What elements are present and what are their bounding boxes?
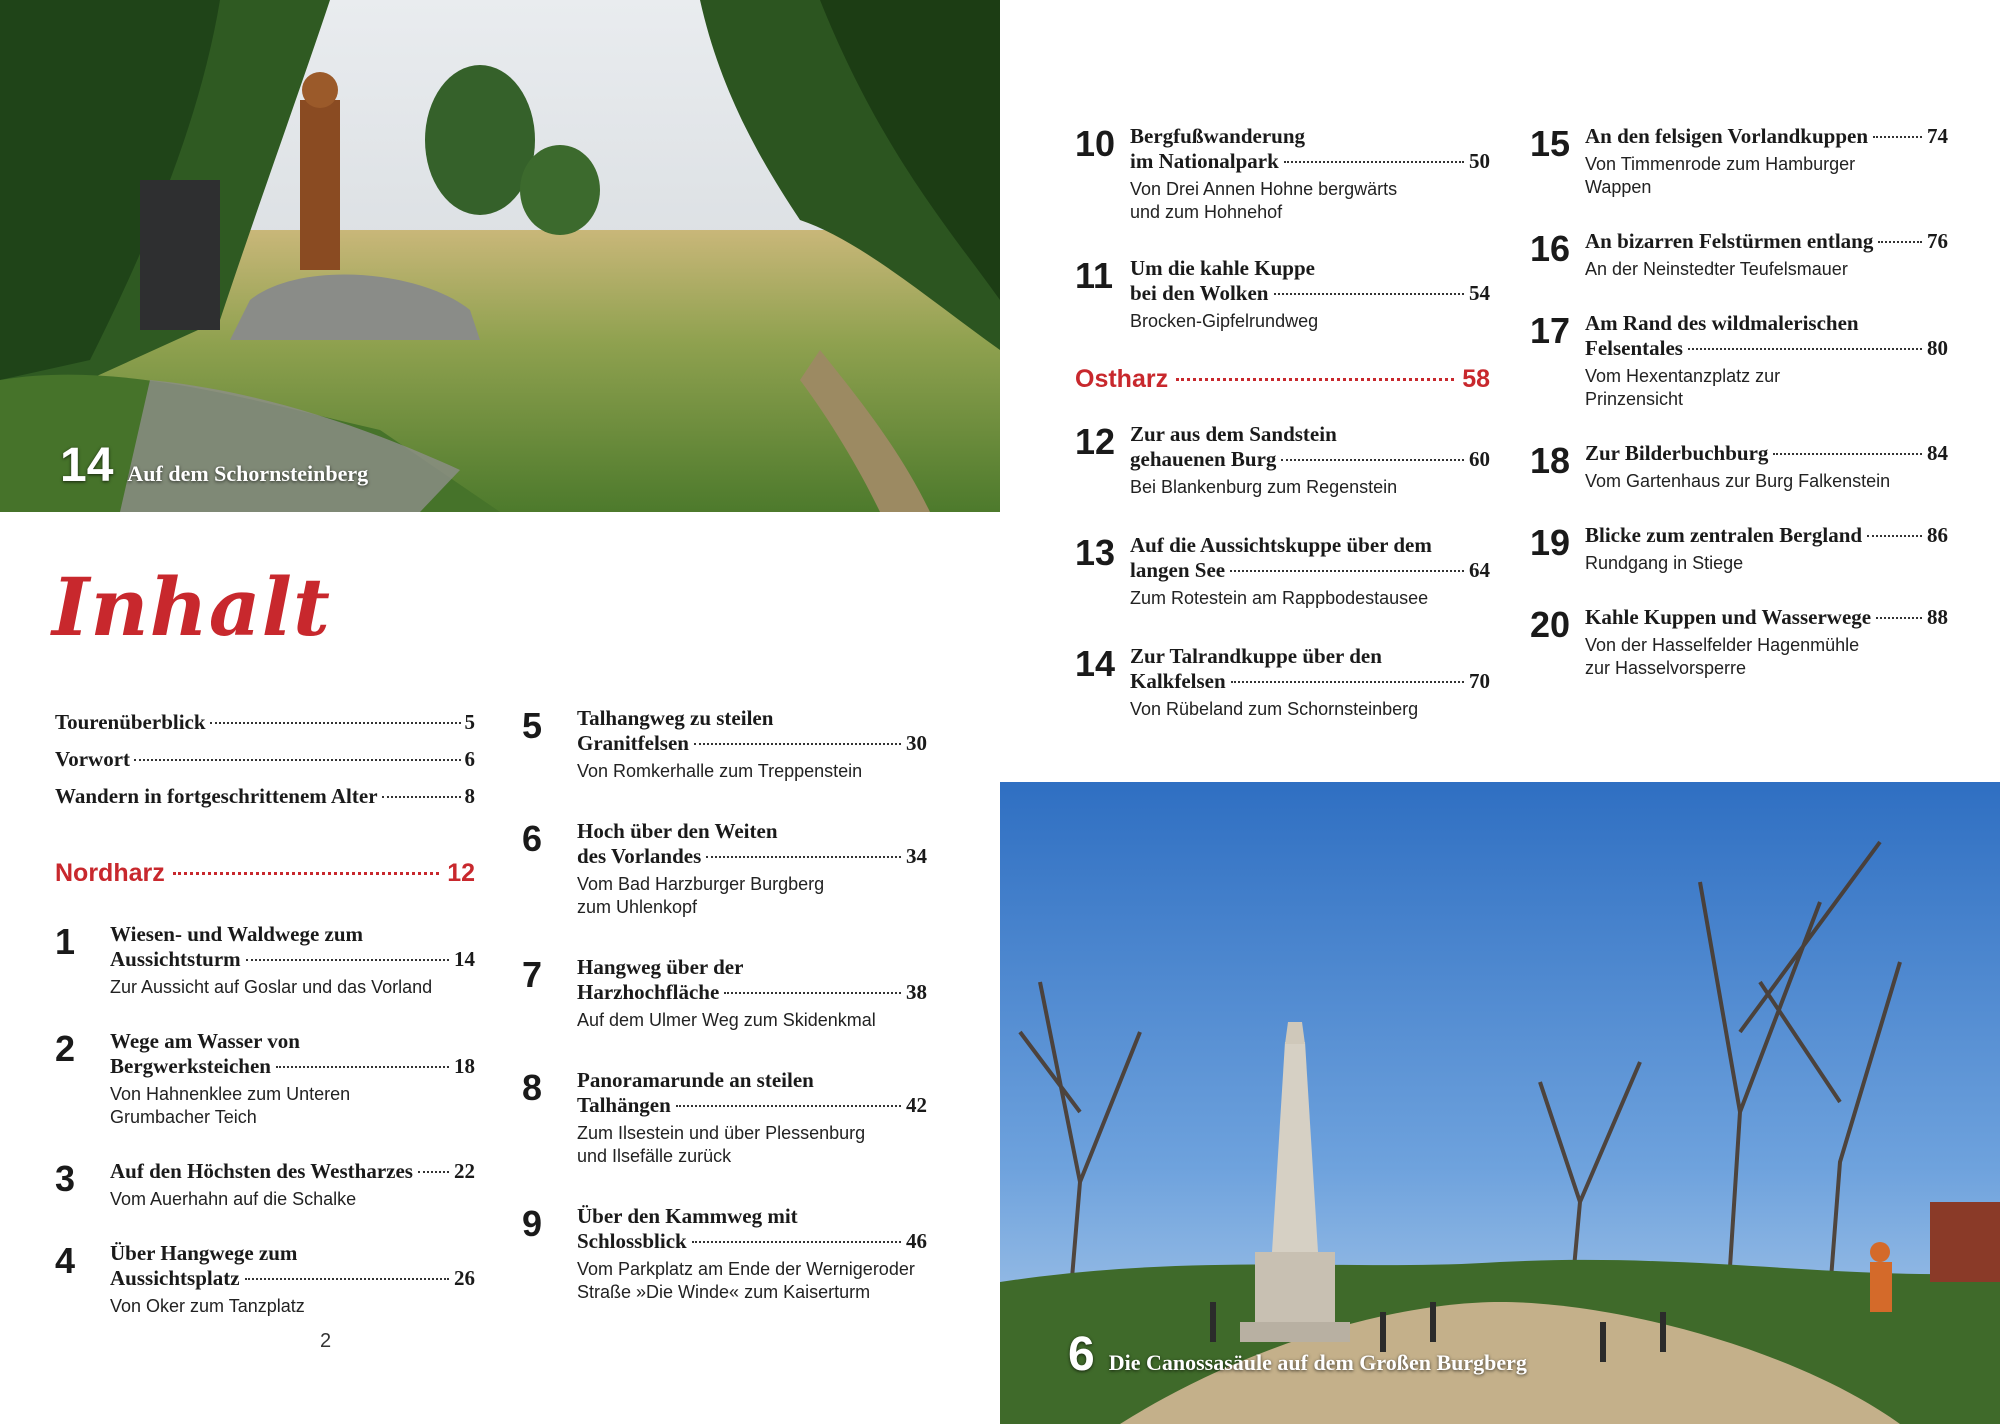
tour-title-text: Kalkfelsen [1130,669,1226,693]
toc-tour-19[interactable] [1530,523,1948,575]
photo-caption-number: 6 [1068,1328,1095,1381]
tour-subtitle-line: Zur Aussicht auf Goslar und das Vorland [110,977,433,997]
tour-subtitle-line: Vom Bad Harzburger Burgberg [577,874,825,894]
tour-title-line1: Hoch über den Weiten [577,819,778,843]
tour-subtitle [1585,258,1948,281]
toc-dots [1867,535,1922,537]
tour-page: 86 [1927,523,1948,547]
tour-title-line2 [577,1229,927,1254]
tour-title-line2 [1585,605,1948,630]
tour-subtitle-line: Auf dem Ulmer Weg zum Skidenkmal [577,1010,876,1030]
photo-caption-text: Die Canossasäule auf dem Großen Burgberg [1108,1350,1527,1375]
tour-subtitle [1130,310,1490,333]
toc-dots [1284,161,1464,163]
toc-dots [246,959,449,961]
toc-tour-16[interactable] [1530,229,1948,281]
tour-page: 14 [454,947,475,971]
tour-number: 10 [1075,123,1116,164]
tour-number: 14 [1075,643,1116,684]
tour-title-line1: Auf die Aussichtskuppe über dem [1130,533,1432,557]
toc-tour-17[interactable] [1530,311,1948,411]
tour-title-line1: Talhangweg zu steilen [577,706,774,730]
toc-column-3 [1075,124,1490,755]
tour-subtitle-line: Von Rübeland zum Schornsteinberg [1130,699,1419,719]
tour-page: 30 [906,731,927,755]
toc-dots [418,1171,449,1173]
photo-caption-top [60,438,368,493]
tour-title-line2 [110,1054,475,1079]
tour-title-text: An bizarren Felstürmen entlang [1585,229,1874,253]
tour-subtitle-line: zur Hasselvorsperre [1585,658,1747,678]
tour-title-text: im Nationalpark [1130,149,1279,173]
toc-dots [1230,570,1464,572]
photo-caption-text: Auf dem Schornsteinberg [127,461,369,486]
tour-number: 18 [1530,440,1571,481]
tour-title-line1: Hangweg über der [577,955,744,979]
tour-subtitle-line: Vom Parkplatz am Ende der Wernigeroder [577,1259,915,1279]
toc-dots [1873,136,1922,138]
tour-title-text: An den felsigen Vorlandkuppen [1585,124,1869,148]
toc-dots [276,1066,449,1068]
tour-title-text: Auf den Höchsten des Westharzes [110,1159,413,1183]
toc-dots [694,743,901,745]
tour-title-text: Kahle Kuppen und Wasserwege [1585,605,1872,629]
tour-title-line2 [1130,447,1490,472]
tour-page: 54 [1469,281,1490,305]
toc-dots [1876,617,1922,619]
tour-title-line2 [1585,441,1948,466]
tour-title-line2 [1130,558,1490,583]
tour-subtitle-line: Prinzensicht [1585,389,1684,409]
tour-number: 12 [1075,421,1116,462]
tour-title-text: Granitfelsen [577,731,689,755]
toc-dots [1274,293,1465,295]
tour-number: 5 [522,705,543,746]
tour-title-line2 [577,731,927,756]
toc-dots [692,1241,901,1243]
tour-subtitle-line: Vom Auerhahn auf die Schalke [110,1189,357,1209]
tour-page: 60 [1469,447,1490,471]
tour-title-line2 [1130,149,1490,174]
tour-title-text: Bergwerksteichen [110,1054,271,1078]
tour-page: 88 [1927,605,1948,629]
tour-page: 42 [906,1093,927,1117]
tour-subtitle-line: Brocken-Gipfelrundweg [1130,311,1319,331]
toc-dots [1231,681,1464,683]
tour-title-line1: Zur aus dem Sandstein [1130,422,1337,446]
tour-page: 22 [454,1159,475,1183]
tour-number: 9 [522,1203,543,1244]
toc-entry-tourenueberblick[interactable] [55,710,475,747]
tour-title-line1: Panoramarunde an steilen [577,1068,814,1092]
tour-page: 26 [454,1266,475,1290]
tour-title-text: des Vorlandes [577,844,702,868]
toc-entry-label: Tourenüberblick [55,710,206,734]
tour-subtitle [1585,552,1948,575]
toc-tour-2[interactable] [55,1029,475,1129]
tour-subtitle-line: zum Uhlenkopf [577,897,698,917]
toc-dots [1688,348,1922,350]
tour-title-line1: Um die kahle Kuppe [1130,256,1315,280]
tour-number: 2 [55,1028,76,1069]
toc-tour-20[interactable] [1530,605,1948,680]
toc-section-label: Ostharz [1075,365,1169,393]
toc-column-2 [522,706,927,1340]
tour-title-text: Zur Bilderbuchburg [1585,441,1769,465]
tour-number: 17 [1530,310,1571,351]
tour-title-text: Aussichtsturm [110,947,241,971]
toc-section-ostharz[interactable] [1075,365,1490,394]
tour-subtitle [110,976,475,999]
tour-number: 7 [522,954,543,995]
tour-page: 76 [1927,229,1948,253]
toc-section-label: Nordharz [55,859,165,887]
toc-dots [382,796,461,798]
photo-canossasaeule [1000,782,2000,1424]
tour-subtitle-line: Rundgang in Stiege [1585,553,1744,573]
tour-subtitle-line: Zum Rotestein am Rappbodestausee [1130,588,1429,608]
tour-subtitle [1130,178,1490,224]
photo-caption-bottom [1068,1327,1527,1382]
toc-tour-13[interactable] [1075,533,1490,610]
toc-section-page: 12 [447,859,475,887]
tour-title-line2 [1130,669,1490,694]
photo-caption-number: 14 [60,439,114,492]
tour-subtitle-line: Grumbacher Teich [110,1107,257,1127]
tour-title-text: Harzhochfläche [577,980,720,1004]
tour-subtitle-line: Von Timmenrode zum Hamburger [1585,154,1856,174]
toc-entry-page: 6 [464,747,475,771]
toc-dots [245,1278,449,1280]
tour-title-text: Schlossblick [577,1229,687,1253]
toc-entry-page: 5 [464,710,475,734]
toc-tour-4[interactable] [55,1241,475,1318]
toc-dots [134,759,460,761]
tour-page: 34 [906,844,927,868]
toc-tour-5[interactable] [522,706,927,783]
tour-page: 74 [1927,124,1948,148]
tour-subtitle-line: Zum Ilsestein und über Plessenburg [577,1123,866,1143]
toc-dots [706,856,901,858]
toc-dots [173,872,439,875]
tour-title-line2 [110,1266,475,1291]
toc-title: Inhalt [52,560,331,654]
tour-subtitle-line: Straße »Die Winde« zum Kaiserturm [577,1282,871,1302]
toc-dots [724,992,901,994]
tour-page: 18 [454,1054,475,1078]
tour-subtitle-line: Vom Gartenhaus zur Burg Falkenstein [1585,471,1891,491]
toc-column-4 [1530,124,1948,710]
tour-subtitle [1130,587,1490,610]
tour-page: 50 [1469,149,1490,173]
tour-title-text: Blicke zum zentralen Bergland [1585,523,1863,547]
tour-subtitle [577,1258,927,1304]
tour-subtitle [1130,476,1490,499]
tour-title-line2 [1585,523,1948,548]
toc-dots [676,1105,901,1107]
toc-tour-6[interactable] [522,819,927,919]
tour-title-line2 [110,947,475,972]
toc-tour-10[interactable] [1075,124,1490,224]
tour-subtitle [577,873,927,919]
tour-title-line2 [577,1093,927,1118]
tour-title-text: gehauenen Burg [1130,447,1277,471]
toc-entry-vorwort[interactable] [55,747,475,784]
tour-number: 19 [1530,522,1571,563]
tour-subtitle [1585,470,1948,493]
tour-number: 13 [1075,532,1116,573]
tour-title-line2 [1585,229,1948,254]
tour-subtitle [1585,634,1948,680]
tour-number: 20 [1530,604,1571,645]
tour-subtitle-line: Wappen [1585,177,1652,197]
tour-subtitle-line: und Ilsefälle zurück [577,1146,732,1166]
tour-title-text: Talhängen [577,1093,671,1117]
toc-dots [210,722,461,724]
tour-title-text: Felsentales [1585,336,1683,360]
tour-title-line1: Wege am Wasser von [110,1029,300,1053]
toc-tour-7[interactable] [522,955,927,1032]
tour-title-line2 [1585,336,1948,361]
toc-dots [1773,453,1922,455]
toc-tour-12[interactable] [1075,422,1490,499]
tour-subtitle-line: Von Drei Annen Hohne bergwärts [1130,179,1398,199]
toc-tour-8[interactable] [522,1068,927,1168]
tour-title-line1: Bergfußwanderung [1130,124,1306,148]
tour-subtitle-line: Vom Hexentanzplatz zur [1585,366,1781,386]
tour-subtitle-line: Von Oker zum Tanzplatz [110,1296,305,1316]
toc-section-page: 58 [1462,365,1490,393]
tour-subtitle-line: Von Hahnenklee zum Unteren [110,1084,351,1104]
toc-dots [1281,459,1464,461]
tour-subtitle [110,1188,475,1211]
toc-section-nordharz[interactable] [55,859,475,888]
tour-number: 3 [55,1158,76,1199]
toc-entry-wandern-alter[interactable] [55,784,475,821]
tour-number: 11 [1075,255,1114,296]
tour-subtitle-line: und zum Hohnehof [1130,202,1283,222]
tour-title-line1: Über Hangwege zum [110,1241,298,1265]
tour-subtitle [1585,153,1948,199]
tour-number: 16 [1530,228,1571,269]
toc-tour-14[interactable] [1075,644,1490,721]
tour-page: 38 [906,980,927,1004]
tour-subtitle [1130,698,1490,721]
tour-subtitle [577,760,927,783]
toc-column-1 [55,710,475,1348]
tour-subtitle-line: Von Romkerhalle zum Treppenstein [577,761,863,781]
tour-number: 4 [55,1240,76,1281]
toc-tour-3[interactable] [55,1159,475,1211]
tour-title-line2 [110,1159,475,1184]
tour-subtitle [110,1083,475,1129]
tour-title-line2 [577,980,927,1005]
tour-page: 80 [1927,336,1948,360]
tour-subtitle-line: Bei Blankenburg zum Regenstein [1130,477,1398,497]
toc-entry-label: Wandern in fortgeschrittenem Alter [55,784,378,808]
toc-entry-page: 8 [464,784,475,808]
toc-tour-18[interactable] [1530,441,1948,493]
tour-page: 64 [1469,558,1490,582]
photo-schornsteinberg-image [0,0,1000,512]
toc-tour-1[interactable] [55,922,475,999]
tour-title-line2 [1585,124,1948,149]
page-number: 2 [320,1330,332,1352]
tour-number: 8 [522,1067,543,1108]
tour-subtitle [1585,365,1948,411]
tour-title-line1: Am Rand des wildmalerischen [1585,311,1859,335]
photo-schornsteinberg [0,0,1000,512]
tour-title-line1: Wiesen- und Waldwege zum [110,922,364,946]
tour-title-text: bei den Wolken [1130,281,1269,305]
tour-title-text: Aussichtsplatz [110,1266,240,1290]
toc-dots [1878,241,1922,243]
tour-subtitle [577,1009,927,1032]
tour-title-line1: Zur Talrandkuppe über den [1130,644,1382,668]
tour-number: 1 [55,921,76,962]
tour-page: 46 [906,1229,927,1253]
tour-subtitle [110,1295,475,1318]
tour-title-line1: Über den Kammweg mit [577,1204,798,1228]
toc-entry-label: Vorwort [55,747,131,771]
tour-title-line2 [577,844,927,869]
tour-title-line2 [1130,281,1490,306]
toc-tour-11[interactable] [1075,256,1490,333]
tour-number: 15 [1530,123,1571,164]
toc-tour-9[interactable] [522,1204,927,1304]
tour-subtitle-line: Von der Hasselfelder Hagenmühle [1585,635,1860,655]
tour-title-text: langen See [1130,558,1226,582]
toc-tour-15[interactable] [1530,124,1948,199]
toc-dots [1176,378,1454,381]
tour-page: 70 [1469,669,1490,693]
tour-subtitle [577,1122,927,1168]
tour-number: 6 [522,818,543,859]
tour-page: 84 [1927,441,1948,465]
tour-subtitle-line: An der Neinstedter Teufelsmauer [1585,259,1848,279]
